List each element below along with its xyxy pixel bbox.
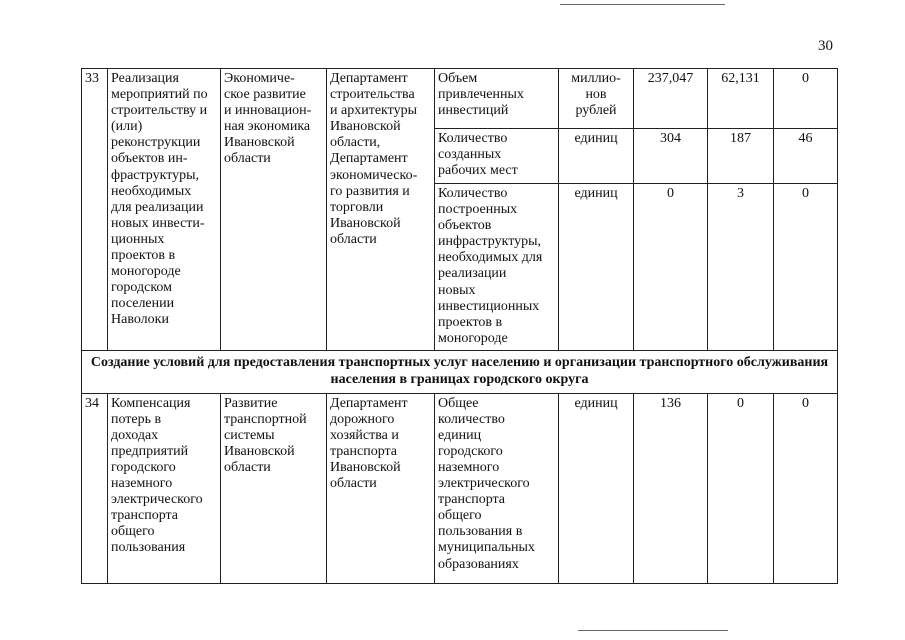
value-cell: 0	[774, 393, 838, 583]
section-heading: Создание условий для предоставления транспортных услуг населению и организации транспортного обслуживания населения в границах городского округа	[82, 351, 838, 394]
text-line: рабочих мест	[438, 163, 518, 179]
text-line: рублей	[575, 103, 617, 119]
row-number: 33	[82, 69, 108, 351]
text-line: Экономиче-	[224, 71, 295, 86]
text-line: области	[330, 476, 377, 492]
text-line: инвестиций	[438, 103, 509, 119]
text-line: единиц	[574, 186, 618, 201]
text-line: Ивановской	[330, 459, 401, 475]
text-line: Ивановской	[224, 443, 295, 459]
text-line: ционных	[111, 231, 165, 247]
row-number: 34	[82, 393, 108, 583]
text-line: (или)	[111, 119, 143, 135]
text-line: новых	[438, 282, 476, 298]
text-line: области	[224, 459, 271, 475]
text-line: необходимых	[111, 183, 192, 199]
text-line: инфраструктуры,	[438, 234, 542, 250]
text-line: хозяйства и	[330, 427, 399, 443]
text-line: Развитие	[224, 395, 278, 411]
scan-artifact-line	[560, 4, 725, 5]
table-row	[82, 393, 838, 583]
value-cell: 237,047	[634, 69, 708, 129]
text-line: области	[224, 151, 271, 167]
text-line: проектов в	[111, 248, 176, 264]
text-line: нов	[585, 87, 607, 103]
value-cell: 46	[774, 129, 838, 184]
text-line: электрического	[438, 476, 530, 492]
text-line: строительства	[330, 87, 415, 103]
text-line: наземного	[111, 476, 173, 492]
measure-cell	[108, 69, 221, 351]
indicator-name-cell	[435, 69, 559, 129]
text-line: Объем	[438, 71, 478, 86]
text-line: пользования в	[438, 524, 523, 540]
measures-table	[81, 68, 838, 584]
text-line: Ивановской	[330, 119, 401, 135]
text-line: реализации	[438, 266, 507, 282]
value-cell: 62,131	[708, 69, 774, 129]
value-cell: 0	[634, 184, 708, 351]
text-line: строительству и	[111, 103, 208, 119]
text-line: предприятий	[111, 443, 189, 459]
indicator-name-cell	[435, 184, 559, 351]
program-cell	[221, 69, 327, 351]
indicator-name-cell	[435, 129, 559, 184]
value-cell: 304	[634, 129, 708, 184]
text-line: Общее	[438, 395, 479, 411]
text-line: общего	[111, 524, 155, 540]
scan-artifact-line	[578, 630, 728, 631]
text-line: образованиях	[438, 556, 519, 572]
unit-cell	[559, 184, 634, 351]
text-line: потерь в	[111, 411, 162, 427]
text-line: единиц	[574, 131, 618, 146]
value-cell: 0	[774, 69, 838, 129]
indicator-name-cell	[435, 393, 559, 583]
text-line: инвестиционных	[438, 298, 540, 314]
text-line: области	[330, 231, 377, 247]
program-cell	[221, 393, 327, 583]
value-cell: 3	[708, 184, 774, 351]
value-cell: 136	[634, 393, 708, 583]
text-line: реконструкции	[111, 135, 201, 151]
text-line: наземного	[438, 459, 500, 475]
text-line: количество	[438, 411, 505, 427]
text-line: и инновацион-	[224, 103, 312, 119]
text-line: торговли	[330, 199, 384, 215]
executor-cell	[327, 69, 435, 351]
text-line: транспорта	[438, 492, 506, 508]
text-line: го развития и	[330, 183, 410, 199]
text-line: построенных	[438, 202, 518, 218]
unit-cell	[559, 129, 634, 184]
text-line: Ивановской	[224, 135, 295, 151]
text-line: общего	[438, 508, 482, 524]
text-line: транспорта	[111, 508, 179, 524]
text-line: ское развитие	[224, 87, 306, 103]
text-line: единиц	[574, 395, 618, 411]
text-line: доходах	[111, 427, 159, 443]
section-heading-row	[82, 351, 838, 394]
text-line: области,	[330, 135, 381, 151]
text-line: необходимых для	[438, 250, 543, 266]
text-line: городского	[438, 443, 503, 459]
text-line: Ивановской	[330, 215, 401, 231]
text-line: Количество	[438, 186, 508, 201]
text-line: мероприятий по	[111, 87, 208, 103]
value-cell: 0	[708, 393, 774, 583]
text-line: пользования	[111, 540, 186, 556]
text-line: поселении	[111, 296, 175, 312]
executor-cell	[327, 393, 435, 583]
text-line: Количество	[438, 131, 508, 146]
text-line: экономическо-	[330, 167, 418, 183]
text-line: Департамент	[330, 71, 408, 86]
value-cell: 0	[774, 184, 838, 351]
text-line: городском	[111, 280, 173, 296]
text-line: моногороде	[111, 264, 181, 280]
unit-cell	[559, 69, 634, 129]
text-line: проектов в	[438, 314, 503, 330]
value-cell: 187	[708, 129, 774, 184]
text-line: электрического	[111, 492, 203, 508]
text-line: городского	[111, 459, 176, 475]
text-line: Наволоки	[111, 312, 169, 328]
text-line: ная экономика	[224, 119, 311, 135]
text-line: моногороде	[438, 330, 508, 346]
text-line: Департамент	[330, 395, 408, 411]
text-line: и архитектуры	[330, 103, 417, 119]
page-number: 30	[818, 38, 833, 54]
text-line: объектов ин-	[111, 151, 188, 167]
text-line: Реализация	[111, 71, 179, 86]
text-line: фраструктуры,	[111, 167, 200, 183]
text-line: транспорта	[330, 443, 398, 459]
text-line: созданных	[438, 147, 502, 163]
text-line: новых инвести-	[111, 215, 205, 231]
text-line: системы	[224, 427, 275, 443]
text-line: миллио-	[571, 71, 621, 86]
text-line: Компенсация	[111, 395, 191, 411]
text-line: привлеченных	[438, 87, 524, 103]
text-line: единиц	[438, 427, 482, 443]
text-line: дорожного	[330, 411, 395, 427]
measure-cell	[108, 393, 221, 583]
text-line: транспортной	[224, 411, 307, 427]
text-line: Департамент	[330, 151, 408, 167]
unit-cell	[559, 393, 634, 583]
table-row	[82, 69, 838, 129]
text-line: муниципальных	[438, 540, 535, 556]
text-line: для реализации	[111, 199, 204, 215]
text-line: объектов	[438, 218, 492, 234]
